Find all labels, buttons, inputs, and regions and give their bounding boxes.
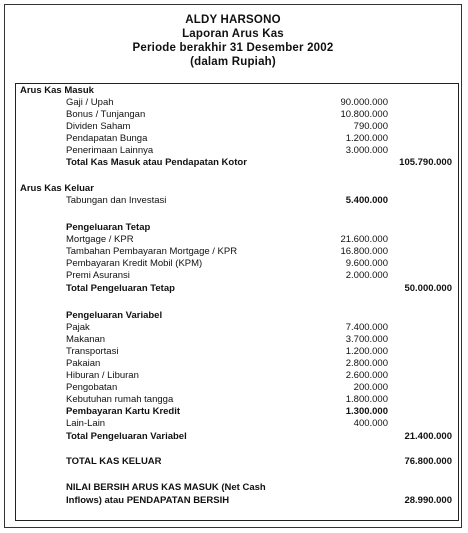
row-label: Pajak bbox=[66, 322, 90, 333]
row-amount: 1.800.000 bbox=[345, 394, 388, 405]
row-label: Pembayaran Kredit Mobil (KPM) bbox=[66, 258, 203, 269]
row-amount: 9.600.000 bbox=[345, 258, 388, 269]
row-amount: 400.000 bbox=[353, 418, 388, 429]
table-row bbox=[16, 394, 458, 406]
row-amount: 16.800.000 bbox=[340, 246, 388, 257]
row-label: Pakaian bbox=[66, 358, 101, 369]
table-row bbox=[16, 406, 458, 418]
table-row bbox=[16, 145, 458, 157]
row-label: Total Pengeluaran Tetap bbox=[66, 283, 175, 294]
row-amount: 2.000.000 bbox=[345, 270, 388, 281]
row-label: Total Kas Masuk atau Pendapatan Kotor bbox=[66, 157, 247, 168]
owner-name: ALDY HARSONO bbox=[185, 14, 281, 26]
row-amount: 3.000.000 bbox=[345, 145, 388, 156]
cash-flow-report bbox=[4, 4, 462, 528]
net-cash-row-line1 bbox=[16, 482, 458, 494]
row-amount: 1.200.000 bbox=[345, 133, 388, 144]
table-row bbox=[16, 195, 458, 207]
row-total: 50.000.000 bbox=[404, 283, 452, 294]
total-row-outflow bbox=[16, 456, 458, 468]
table-row bbox=[16, 334, 458, 346]
row-label: Tabungan dan Investasi bbox=[66, 195, 167, 206]
row-total: 28.990.000 bbox=[404, 495, 452, 506]
row-amount: 7.400.000 bbox=[345, 322, 388, 333]
row-label: Pengeluaran Variabel bbox=[66, 310, 163, 321]
row-label: Makanan bbox=[66, 334, 106, 345]
row-amount: 1.200.000 bbox=[345, 346, 388, 357]
table-row bbox=[16, 418, 458, 430]
row-amount: 90.000.000 bbox=[340, 97, 388, 108]
table-row bbox=[16, 97, 458, 109]
table-row bbox=[16, 370, 458, 382]
row-amount: 21.600.000 bbox=[340, 234, 388, 245]
row-label: Lain-Lain bbox=[66, 418, 106, 429]
row-label: Gaji / Upah bbox=[66, 97, 114, 108]
row-amount: 5.400.000 bbox=[345, 195, 388, 206]
row-label: Pengeluaran Tetap bbox=[66, 222, 151, 233]
row-label: Kebutuhan rumah tangga bbox=[66, 394, 174, 405]
row-label: Pengobatan bbox=[66, 382, 118, 393]
total-row-variable bbox=[16, 431, 458, 443]
report-header bbox=[5, 13, 461, 69]
row-label: Tambahan Pembayaran Mortgage / KPR bbox=[66, 246, 238, 257]
row-total: 105.790.000 bbox=[399, 157, 452, 168]
row-label: Mortgage / KPR bbox=[66, 234, 134, 245]
row-label: Arus Kas Keluar bbox=[20, 183, 94, 194]
row-label: Pembayaran Kartu Kredit bbox=[66, 406, 181, 417]
table-row bbox=[16, 109, 458, 121]
row-amount: 790.000 bbox=[353, 121, 388, 132]
table-row bbox=[16, 246, 458, 258]
table-row bbox=[16, 133, 458, 145]
row-label: Pendapatan Bunga bbox=[66, 133, 148, 144]
table-row bbox=[16, 382, 458, 394]
row-amount: 10.800.000 bbox=[340, 109, 388, 120]
row-label: NILAI BERSIH ARUS KAS MASUK (Net Cash bbox=[66, 482, 266, 493]
section-heading-outflow bbox=[16, 183, 458, 195]
table-row bbox=[16, 234, 458, 246]
table-row bbox=[16, 322, 458, 334]
currency-note: (dalam Rupiah) bbox=[190, 56, 276, 68]
row-label: Dividen Saham bbox=[66, 121, 131, 132]
table-row bbox=[16, 258, 458, 270]
row-amount: 2.600.000 bbox=[345, 370, 388, 381]
total-row-fixed bbox=[16, 283, 458, 295]
row-total: 76.800.000 bbox=[404, 456, 452, 467]
row-label: Premi Asuransi bbox=[66, 270, 130, 281]
report-title: Laporan Arus Kas bbox=[182, 28, 284, 40]
row-amount: 2.800.000 bbox=[345, 358, 388, 369]
table-row bbox=[16, 346, 458, 358]
row-amount: 3.700.000 bbox=[345, 334, 388, 345]
row-label: Inflows) atau PENDAPATAN BERSIH bbox=[66, 495, 230, 506]
table-row bbox=[16, 358, 458, 370]
row-label: TOTAL KAS KELUAR bbox=[66, 456, 162, 467]
cash-flow-table bbox=[15, 83, 459, 521]
row-label: Hiburan / Liburan bbox=[66, 370, 139, 381]
row-label: Total Pengeluaran Variabel bbox=[66, 431, 187, 442]
subsection-heading-fixed bbox=[16, 222, 458, 234]
row-label: Arus Kas Masuk bbox=[20, 85, 94, 96]
row-amount: 1.300.000 bbox=[345, 406, 388, 417]
section-heading-inflow bbox=[16, 85, 458, 97]
table-row bbox=[16, 121, 458, 133]
row-amount: 200.000 bbox=[353, 382, 388, 393]
table-row bbox=[16, 270, 458, 282]
total-row-inflow bbox=[16, 157, 458, 169]
row-label: Transportasi bbox=[66, 346, 119, 357]
net-cash-row-line2 bbox=[16, 495, 458, 507]
row-label: Penerimaan Lainnya bbox=[66, 145, 154, 156]
report-period: Periode berakhir 31 Desember 2002 bbox=[132, 42, 334, 54]
row-total: 21.400.000 bbox=[404, 431, 452, 442]
subsection-heading-variable bbox=[16, 310, 458, 322]
row-label: Bonus / Tunjangan bbox=[66, 109, 146, 120]
